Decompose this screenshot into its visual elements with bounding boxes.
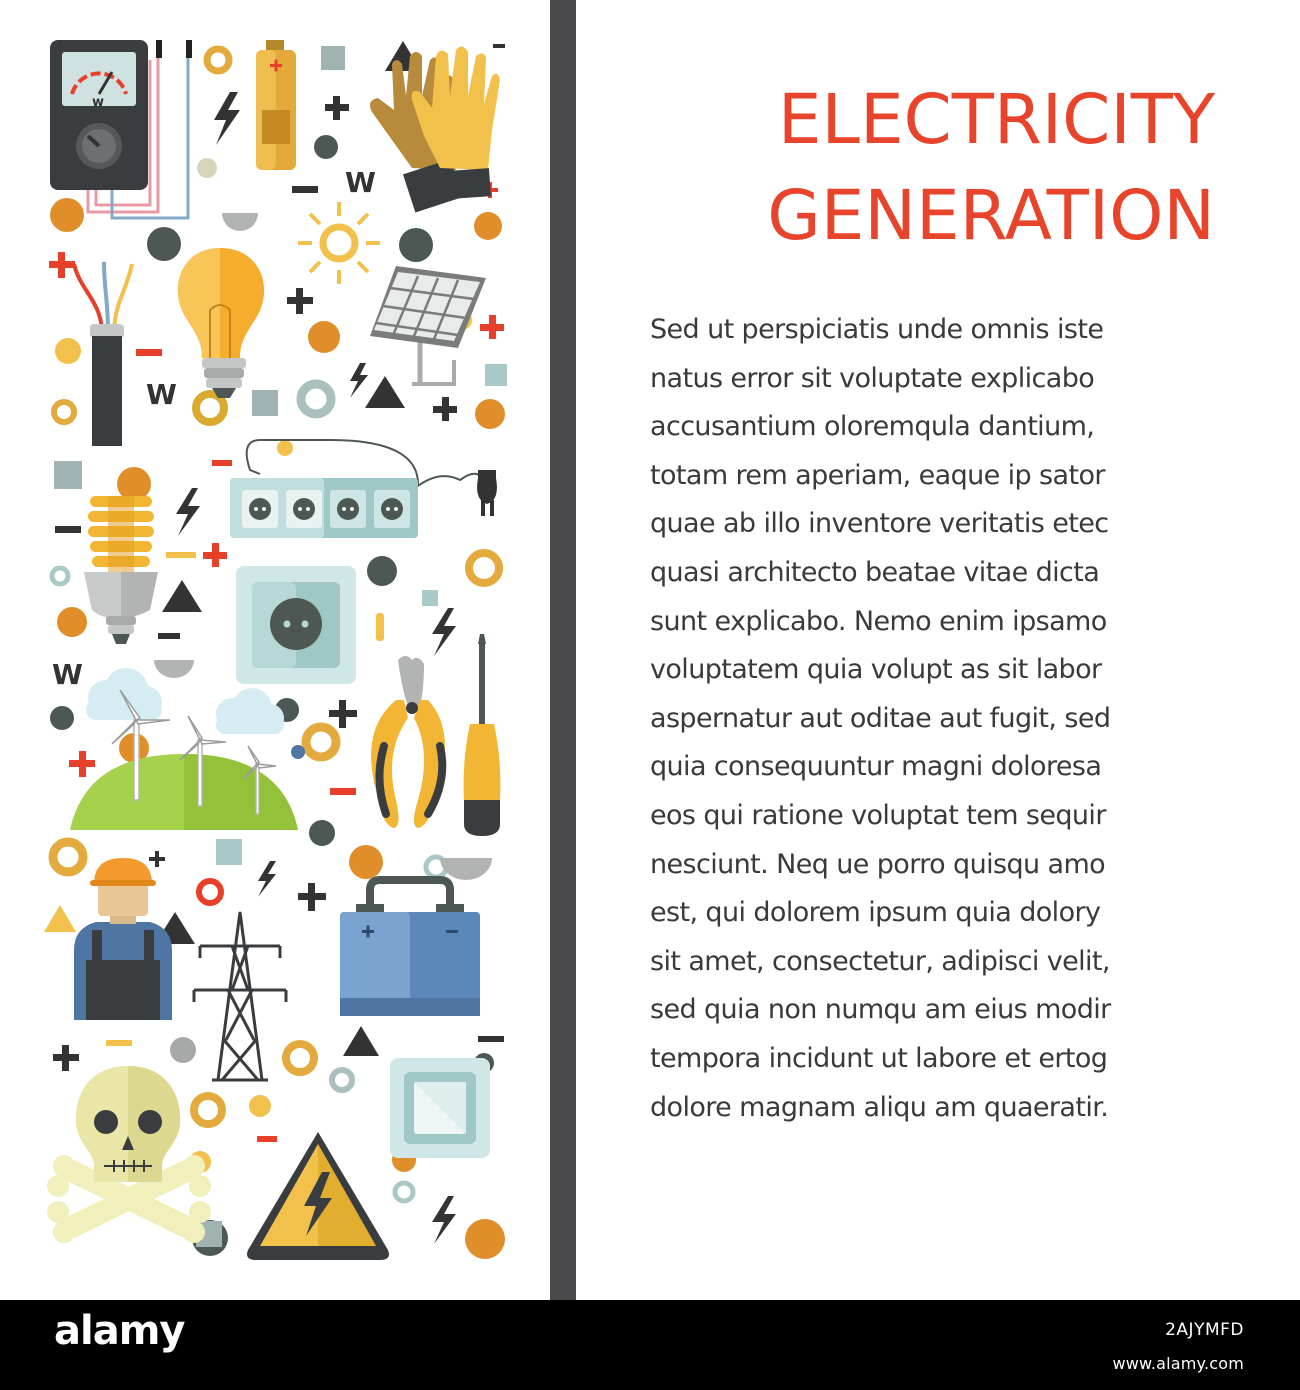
wind-turbines-icon bbox=[70, 668, 298, 830]
plug-icon bbox=[477, 470, 497, 516]
cable-icon bbox=[74, 262, 132, 446]
title-line-1: ELECTRICITY bbox=[777, 80, 1215, 160]
skull-crossbones-icon bbox=[47, 1066, 211, 1243]
body-paragraph: Sed ut perspiciatis unde omnis iste natus error sit voluptate explicabo accusantium oloremqula dantium, totam rem aperiam, eaque ip sator quae ab illo inventore veritatis etec quasi architecto beatae vitae dicta sunt explicabo. Nemo enim ipsamo voluptatem quia volupt as sit labor aspernatur aut oditae aut fugit, sed quia consequuntur magni doloresa eos qui ratione voluptat tem sequir nesciunt. Neq ue porro quisqu amo est, qui dolorem ipsum quia dolory sit amet, consectetur, adipisci velit, sed quia non numqu am eius modir tempora incidunt ut labore et ertog dolore magnam aliqu am quaeratir. bbox=[650, 314, 1111, 1123]
car-battery-icon bbox=[340, 880, 480, 1016]
rubber-gloves-icon bbox=[370, 46, 500, 212]
icon-collage bbox=[0, 0, 550, 1300]
svg-text:W: W bbox=[146, 378, 177, 411]
electrician-icon bbox=[74, 858, 172, 1020]
title-line-2: GENERATION bbox=[767, 176, 1215, 256]
pliers-icon bbox=[371, 656, 445, 828]
svg-text:w: w bbox=[92, 95, 105, 110]
power-tower-icon bbox=[194, 912, 286, 1080]
watermark-footer bbox=[0, 1300, 1300, 1390]
light-bulb-icon bbox=[178, 248, 264, 398]
spiral-bulb-icon bbox=[84, 496, 158, 644]
domain-label: www.alamy.com bbox=[1112, 1354, 1244, 1373]
power-strip-icon bbox=[230, 440, 486, 538]
wall-socket-icon bbox=[236, 566, 356, 684]
high-voltage-sign-icon bbox=[247, 1132, 389, 1260]
meter-unit-label: W bbox=[0, 0, 1, 1]
alamy-logo: alamy bbox=[54, 1308, 185, 1354]
svg-text:W: W bbox=[345, 166, 376, 199]
sun-icon bbox=[298, 202, 380, 284]
battery-icon bbox=[256, 40, 296, 170]
screwdriver-icon bbox=[464, 634, 501, 836]
multimeter-icon bbox=[50, 40, 192, 218]
poster-title bbox=[575, 72, 1215, 264]
image-id-label: 2AJYMFD bbox=[1165, 1320, 1244, 1340]
switch-icon bbox=[390, 1058, 490, 1158]
svg-text:W: W bbox=[52, 658, 83, 691]
divider-bar bbox=[550, 0, 576, 1300]
